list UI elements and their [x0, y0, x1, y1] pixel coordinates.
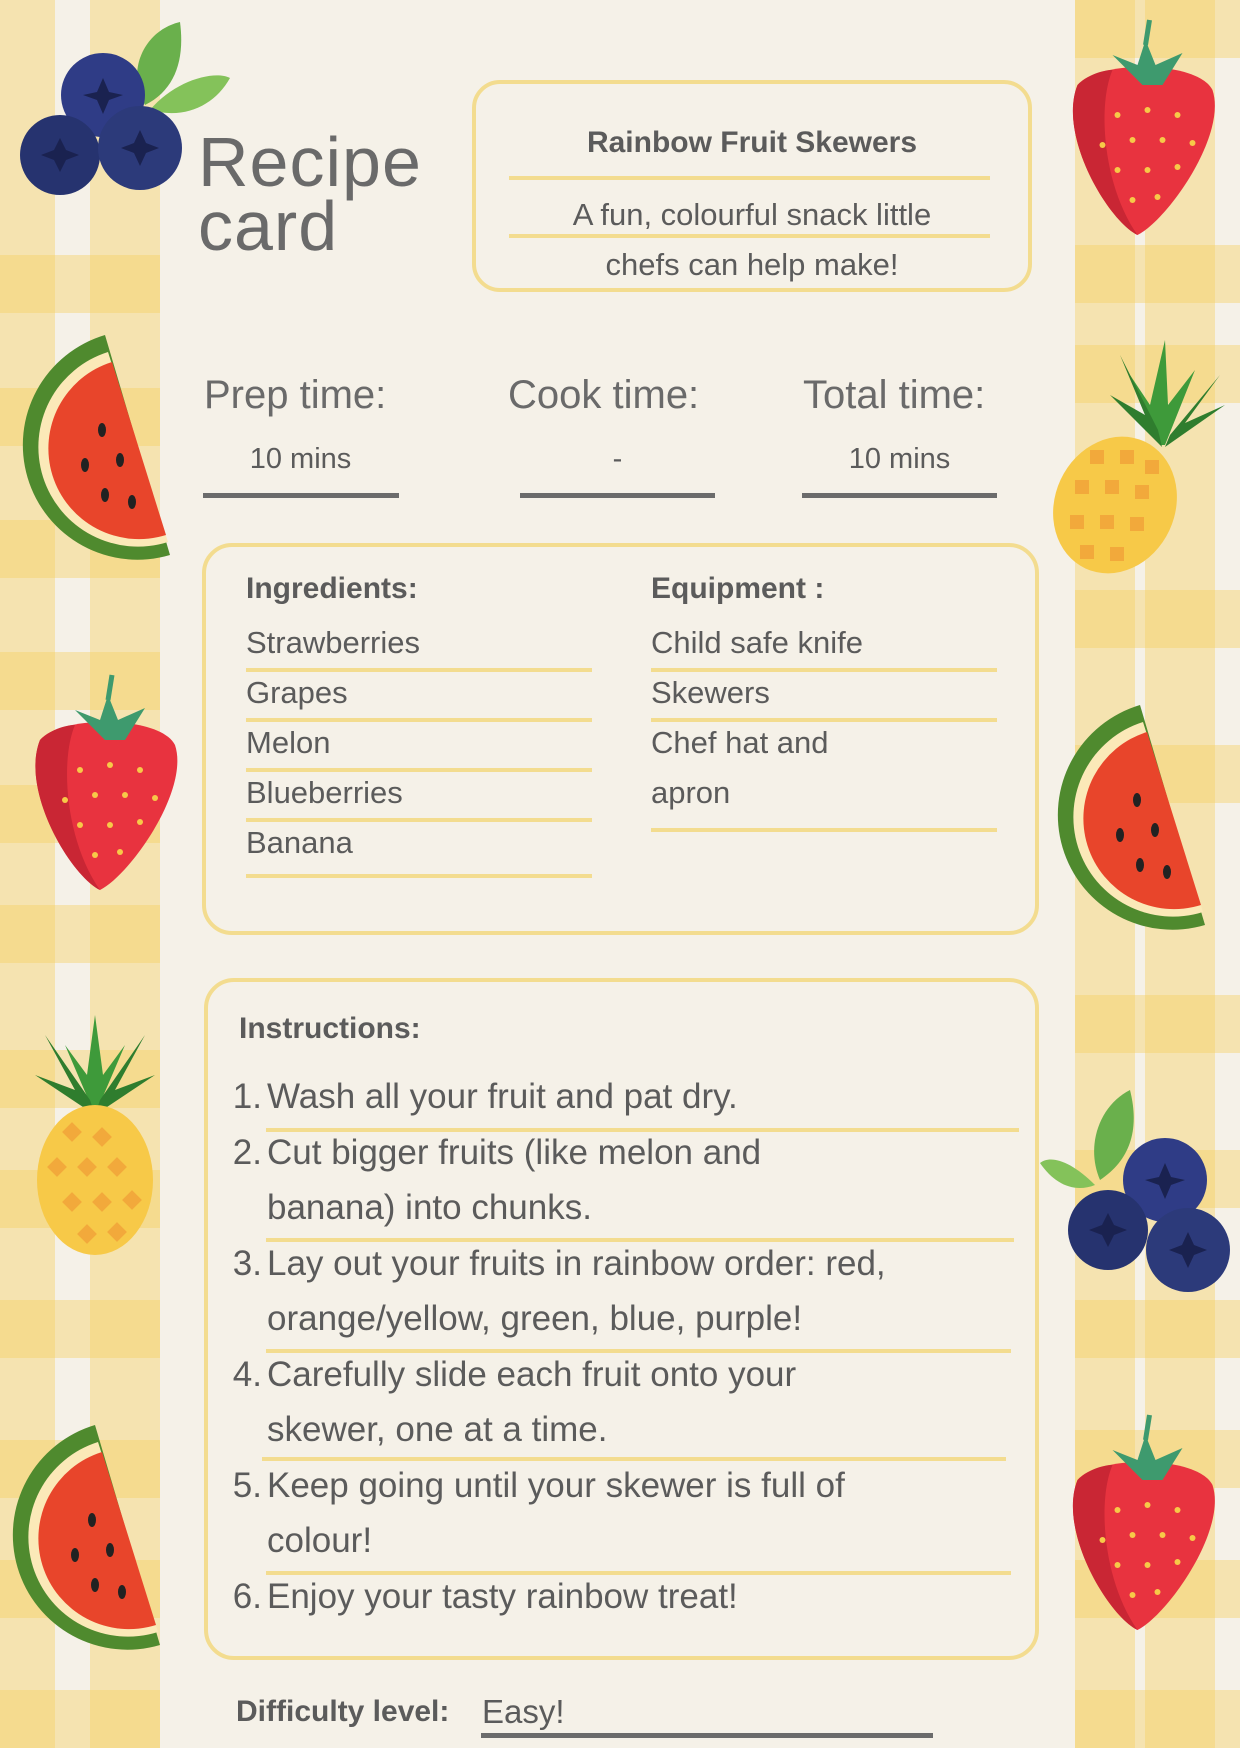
step-number: 6.: [232, 1577, 262, 1616]
blueberry-icon: [1040, 1085, 1235, 1300]
step-underline: [262, 1457, 1006, 1461]
prep-time-label: Prep time:: [204, 373, 387, 417]
step-number: 3.: [232, 1244, 262, 1283]
step-underline: [266, 1349, 1011, 1353]
recipe-subtitle: [506, 190, 998, 290]
equipment-item: Chef hat and: [651, 725, 829, 760]
cook-time-label: Cook time:: [508, 373, 700, 417]
step-text: Keep going until your skewer is full of: [267, 1466, 845, 1505]
equipment-heading: Equipment :: [651, 572, 825, 605]
equipment-underline: [651, 828, 997, 832]
difficulty-label: Difficulty level:: [236, 1695, 450, 1728]
ingredients-heading: Ingredients:: [246, 572, 418, 605]
pineapple-icon: [1050, 335, 1230, 580]
step-text: Wash all your fruit and pat dry.: [267, 1077, 738, 1116]
total-time-value: 10 mins: [848, 443, 951, 475]
ingredient-item: Strawberries: [246, 625, 420, 660]
pineapple-icon: [25, 1005, 165, 1260]
instructions-heading: Instructions:: [239, 1012, 421, 1045]
step-text: Lay out your fruits in rainbow order: red,: [267, 1244, 886, 1283]
ingredient-underline: [246, 668, 592, 672]
recipe-name-box: [472, 80, 1032, 292]
step-underline: [266, 1571, 1011, 1575]
step-number: 1.: [232, 1077, 262, 1116]
recipe-subtitle-line2: chefs can help make!: [605, 247, 899, 282]
strawberry-icon: [20, 670, 190, 895]
step-text: colour!: [267, 1521, 373, 1560]
prep-time-underline: [203, 493, 399, 498]
cook-time-underline: [520, 493, 715, 498]
recipe-name: Rainbow Fruit Skewers: [586, 126, 918, 159]
total-time-label: Total time:: [803, 373, 986, 417]
step-number: 4.: [232, 1355, 262, 1394]
step-underline: [266, 1238, 1014, 1242]
step-text: Cut bigger fruits (like melon and: [267, 1133, 762, 1172]
total-time-underline: [802, 493, 997, 498]
step-text: Enjoy your tasty rainbow treat!: [267, 1577, 738, 1616]
divider: [509, 176, 990, 180]
step-number: 5.: [232, 1466, 262, 1505]
ingredient-underline: [246, 874, 592, 878]
ingredient-item: Blueberries: [246, 775, 403, 810]
watermelon-icon: [20, 330, 180, 560]
equipment-item: Child safe knife: [651, 625, 863, 660]
step-number: 2.: [232, 1133, 262, 1172]
cook-time-value: -: [612, 443, 623, 475]
step-text: banana) into chunks.: [267, 1188, 592, 1227]
ingredient-underline: [246, 818, 592, 822]
equipment-underline: [651, 668, 997, 672]
watermelon-icon: [1055, 700, 1215, 930]
step-text: Carefully slide each fruit onto your: [267, 1355, 797, 1394]
equipment-underline: [651, 718, 997, 722]
page-title-line2: card: [198, 187, 339, 265]
strawberry-icon: [1055, 1410, 1230, 1635]
equipment-item: Skewers: [651, 675, 770, 710]
equipment-item: apron: [651, 775, 731, 810]
ingredient-underline: [246, 768, 592, 772]
difficulty-underline: [481, 1733, 933, 1738]
ingredient-item: Grapes: [246, 675, 348, 710]
strawberry-icon: [1055, 15, 1230, 240]
step-text: orange/yellow, green, blue, purple!: [267, 1299, 803, 1338]
ingredient-item: Melon: [246, 725, 331, 760]
recipe-subtitle-line1: A fun, colourful snack little: [572, 197, 932, 232]
page-title-line1: Recipe: [198, 123, 422, 201]
step-underline: [266, 1128, 1019, 1132]
prep-time-value: 10 mins: [249, 443, 352, 475]
step-text: skewer, one at a time.: [267, 1410, 608, 1449]
ingredient-item: Banana: [246, 825, 353, 860]
watermelon-icon: [10, 1420, 170, 1650]
ingredient-underline: [246, 718, 592, 722]
difficulty-value: Easy!: [482, 1693, 565, 1730]
page-title: [198, 123, 458, 265]
